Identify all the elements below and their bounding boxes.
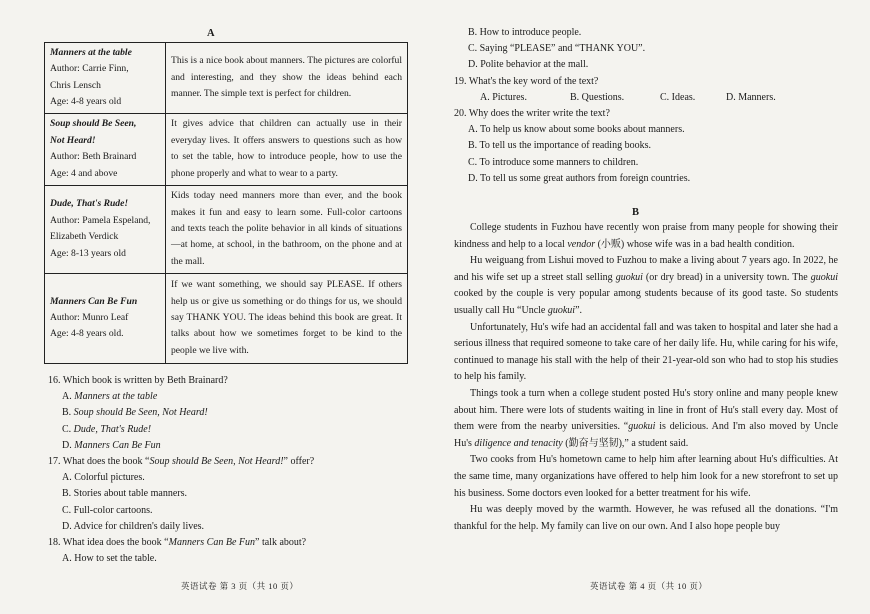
book-description: It gives advice that children can actually use in their everyday lives. It offers answers to questions such as how to set the table, how to introduce people, how to use the phone properly and what to wear to a party. (166, 113, 408, 185)
book-title: Manners Can Be Fun (50, 295, 138, 307)
book-table (44, 42, 408, 364)
book-info (45, 273, 166, 363)
book-author: Chris Lensch (50, 79, 101, 91)
paragraph: Two cooks from Hu's hometown came to help him after learning about Hu's difficulties. At the same time, many organizations have offered to help him look for a new storefront to set up his business. Some doctors even looked for a better treatment for his wife. (454, 454, 838, 499)
book-author: Elizabeth Verdick (50, 231, 119, 243)
paragraph: Things took a turn when a college student posted Hu's story online and many people knew about him. There were lots of students waiting in line in front of Hu's stall every day. Most of them were from the nearby universities. “guokui is delicious. And I'm also moved by Uncle Hu's diligence and tenacity (勤奋与坚韧),” a student said. (454, 387, 839, 449)
left-page (0, 0, 430, 614)
question-18-stem: 18. What idea does the book “Manners Can Be Fun” talk about? (48, 537, 307, 549)
book-info (45, 113, 166, 185)
option-19a: A. Pictures. (480, 91, 527, 103)
book-description: If we want something, we should say PLEASE. If others help us or give us something or do things for us, we should say THANK YOU. The ideas behind this book are great. It talks about how we sometimes forget to be kind to the people we live with. (166, 273, 408, 363)
table-row (45, 43, 408, 114)
book-age: Age: 8-13 years old (50, 247, 126, 259)
table-row (45, 273, 408, 363)
book-title: Manners at the table (50, 47, 132, 58)
book-description: Kids today need manners more than ever, and the book makes it fun and easy to learn some. Full-color cartoons and texts teach the polite behavior in all kinds of situations—at home, at school, in the bathroom, on the phone and at the mall. (166, 185, 408, 273)
question-19-stem: 19. What's the key word of the text? (454, 75, 599, 87)
questions-18-20 (454, 25, 854, 187)
book-title-line2: Not Heard! (50, 134, 96, 146)
table-row (45, 185, 408, 273)
book-info (45, 43, 166, 114)
book-author: Author: Pamela Espeland, (50, 214, 151, 226)
option-17a: A. Colorful pictures. (62, 472, 145, 484)
option-17c: C. Full-color cartoons. (62, 504, 153, 516)
option-19d: D. Manners. (726, 91, 776, 103)
questions-16-18 (48, 373, 418, 567)
paragraph: Unfortunately, Hu's wife had an accidental fall and was taken to hospital and later she had a serious illness that required someone to take care of her daily life. Hu, while caring for his wife, continued to manage his stall with the help of their 21-year-old son who had to stop his studies to help his family. (454, 321, 838, 383)
table-row (45, 113, 408, 185)
book-author: Author: Munro Leaf (50, 311, 129, 323)
option-18a: A. How to set the table. (62, 553, 157, 565)
option-18b: B. How to introduce people. (468, 27, 582, 38)
book-description: This is a nice book about manners. The pictures are colorful and interesting, and they show the ideas behind each manner. The simple text is perfect for children. (166, 43, 408, 114)
book-info (45, 185, 166, 273)
option-16d: D. Manners Can Be Fun (62, 439, 161, 451)
option-17d: D. Advice for children's daily lives. (62, 520, 205, 532)
option-19c: C. Ideas. (660, 91, 696, 103)
option-19b: B. Questions. (570, 91, 625, 103)
passage-b (454, 220, 838, 535)
paragraph: College students in Fuzhou have recently won praise from many people for showing their kindness and help to a local vendor (小贩) whose wife was in a bad health condition. (454, 222, 838, 250)
option-18d: D. Polite behavior at the mall. (468, 59, 589, 71)
book-title: Dude, That's Rude! (50, 198, 129, 210)
option-20a: A. To help us know about some books about manners. (468, 124, 685, 136)
options-19 (480, 90, 854, 106)
question-17-stem: 17. What does the book “Soup should Be Seen, Not Heard!” offer? (48, 456, 315, 468)
book-age: Age: 4-8 years old. (50, 328, 124, 340)
paragraph: Hu weiguang from Lishui moved to Fuzhou to make a living about 7 years ago. In 2022, he and his wife set up a street stall selling guokui (or dry bread) in a university town. The guokui cooked by the couple is very popular among students because of its good taste. So students usually call Hu “Uncle guokui”. (454, 255, 838, 316)
section-a-label: A (207, 28, 215, 39)
option-20b: B. To tell us the importance of reading books. (468, 140, 651, 152)
question-16-stem: 16. Which book is written by Beth Brainard? (48, 375, 228, 386)
section-b-label: B (632, 207, 640, 218)
book-age: Age: 4 and above (50, 167, 118, 179)
right-page (438, 0, 870, 614)
option-16a: A. Manners at the table (62, 391, 158, 403)
option-20c: C. To introduce some manners to children. (468, 156, 639, 168)
book-author: Author: Beth Brainard (50, 151, 137, 163)
page-footer-right: 英语试卷 第 4 页（共 10 页） (590, 581, 708, 591)
option-20d: D. To tell us some great authors from foreign countries. (468, 172, 691, 184)
option-18c: C. Saying “PLEASE” and “THANK YOU”. (468, 43, 646, 55)
book-age: Age: 4-8 years old (50, 96, 122, 108)
option-16c: C. Dude, That's Rude! (62, 423, 152, 435)
option-17b: B. Stories about table manners. (62, 488, 187, 500)
question-20-stem: 20. Why does the writer write the text? (454, 108, 610, 120)
page-footer-left: 英语试卷 第 3 页（共 10 页） (181, 581, 299, 591)
book-author: Author: Carrie Finn, (50, 63, 129, 75)
paragraph: Hu was deeply moved by the warmth. However, he was refused all the donations. “I'm thankful for the help. My family can live on our own. And I also hope people buy (454, 504, 838, 532)
option-16b: B. Soup should Be Seen, Not Heard! (62, 407, 208, 419)
book-title: Soup should Be Seen, (50, 118, 137, 130)
